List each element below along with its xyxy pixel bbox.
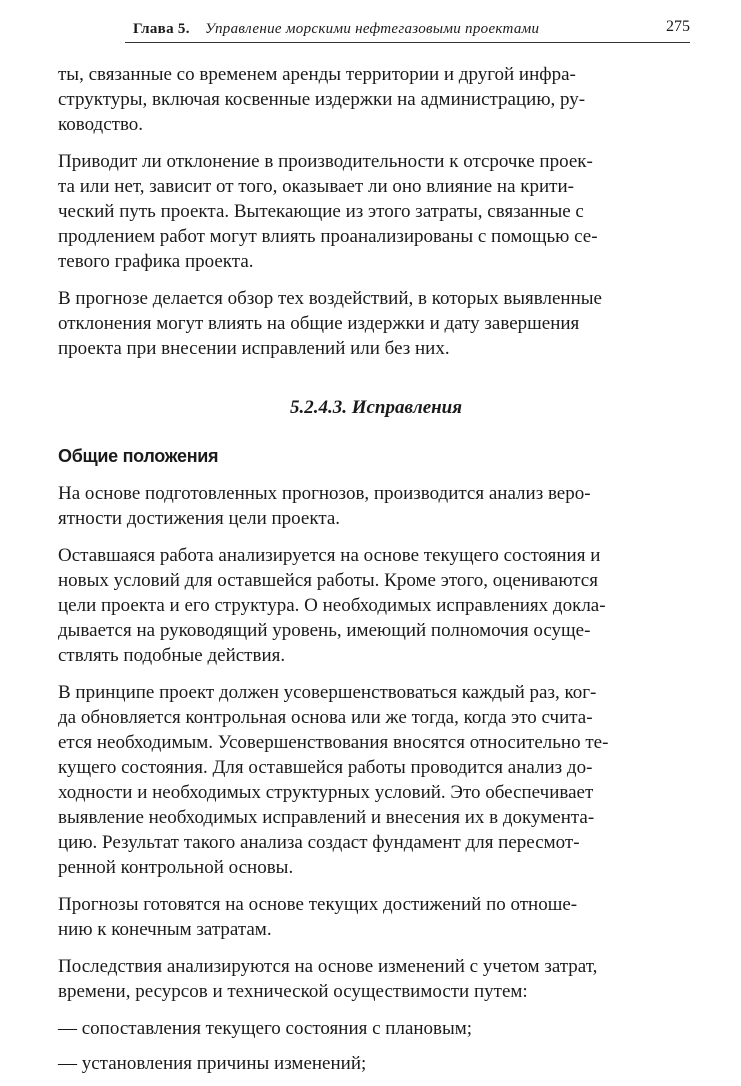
section-title: 5.2.4.3. Исправления — [289, 397, 463, 418]
paragraph: Прогнозы готовятся на основе текущих достижений по отноше- нию к конечным затратам. — [58, 894, 578, 940]
list-item: — сопоставления текущего состояния с плановым; — [58, 1018, 473, 1039]
chapter-label: Глава 5. — [133, 21, 190, 37]
page-number: 275 — [666, 18, 690, 35]
paragraph: ты, связанные со временем аренды территории и другой инфра- структуры, включая косвенные издержки на администрацию, ру- ководство. — [58, 64, 586, 135]
running-head — [125, 18, 690, 40]
paragraph: Приводит ли отклонение в производительности к отсрочке проек- та или нет, зависит от того, оказывает ли оно влияние на крити- ческий путь проекта. Вытекающие из этого затраты, связанные с продлением работ могут влиять проанализированы с помощью се- тевого графика проекта. — [58, 151, 598, 272]
paragraph: Оставшаяся работа анализируется на основе текущего состояния и новых условий для оставшейся работы. Кроме этого, оцениваются цели проекта и его структура. О необходимых исправлениях докла- дывается на руководящий уровень, имеющий полномочия осуще- ствлять подобные действия. — [58, 545, 606, 666]
chapter-title: Управление морскими нефтегазовыми проектами — [205, 21, 540, 37]
list-item: — установления причины изменений; — [58, 1053, 367, 1074]
subheading: Общие положения — [58, 446, 219, 466]
paragraph: В принципе проект должен усовершенствоваться каждый раз, ког- да обновляется контрольная основа или же тогда, когда это счита- ется необходимым. Усовершенствования вносятся относительно те- кущего состояния. Для оставшейся работы проводится анализ до- ходности и необходимых структурных условий. Это обеспечивает выявление необходимых исправлений и внесения их в документа- цию. Результат такого анализа создаст фундамент для пересмот- ренной контрольной основы. — [58, 682, 609, 878]
paragraph: В прогнозе делается обзор тех воздействий, в которых выявленные отклонения могут влиять на общие издержки и дату завершения проекта при внесении исправлений или без них. — [58, 288, 602, 359]
page-body — [58, 62, 694, 1086]
header-rule — [125, 42, 690, 43]
paragraph: Последствия анализируются на основе изменений с учетом затрат, времени, ресурсов и технической осуществимости путем: — [58, 956, 598, 1002]
paragraph: На основе подготовленных прогнозов, производится анализ веро- ятности достижения цели проекта. — [58, 483, 591, 529]
